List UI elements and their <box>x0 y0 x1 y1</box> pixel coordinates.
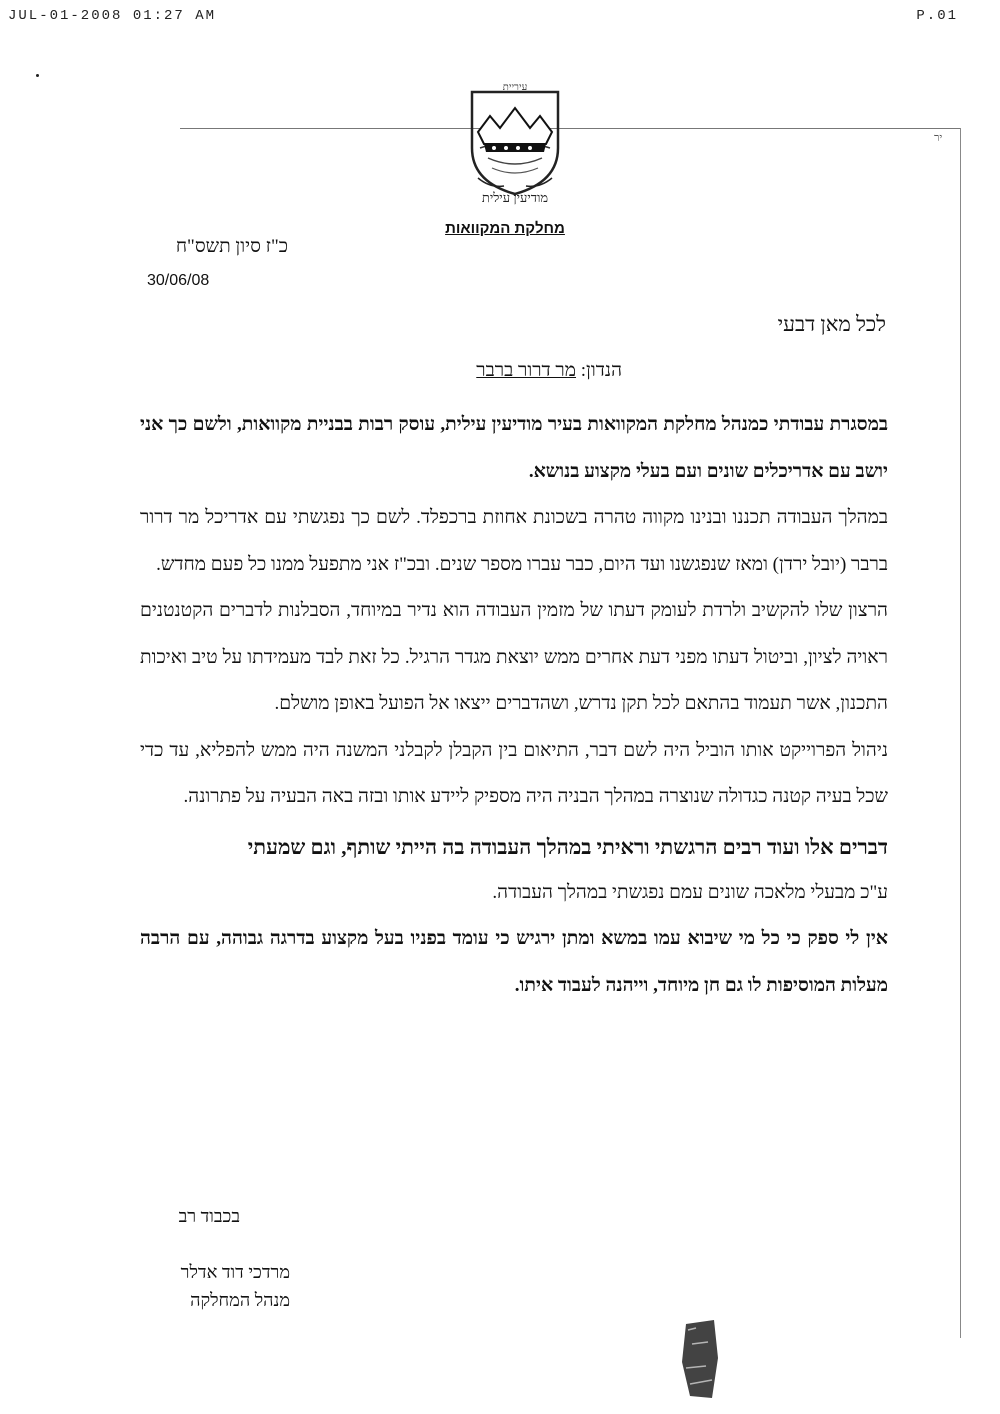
letter-body <box>140 402 888 1009</box>
page-border-right <box>960 128 961 1338</box>
body-paragraph-6: אין לי ספק כי כל מי שיבוא עמו במשא ומתן ירגיש כי עומד בפניו בעל מקצוע בדרגה גבוהה, עם הרבה מעלות המוסיפות לו גם חן מיוחד, וייהנה לעבוד איתו. <box>140 928 888 996</box>
page-border-top <box>180 128 960 129</box>
subject-line <box>476 360 622 382</box>
fax-timestamp: JUL-01-2008 01:27 AM <box>8 8 217 24</box>
gregorian-date: 30/06/08 <box>147 272 210 289</box>
body-paragraph-3: הרצון שלו להקשיב ולרדת לעומק דעתו של מזמין העבודה הוא נדיר במיוחד, הסבלנות לדברים הקטנטנים ראויה לציון, וביטול דעתו מפני דעת אחרים ממש יוצאת מגדר הרגיל. כל זאת לבד מעמידתו על טיב ואיכות התכנון, אשר תעמוד בהתאם לכל תקן נדרש, ושהדברים ייצאו אל הפועל באופן מושלם. <box>140 600 888 714</box>
fax-transmission-header <box>0 6 1000 30</box>
emblem-top-text: עיריית <box>502 82 528 93</box>
emblem-city-name: מודיעין עילית <box>481 190 549 205</box>
signatory-name: מרדכי דוד אדלר <box>180 1262 290 1282</box>
signatory-title: מנהל המחלקה <box>190 1290 290 1310</box>
scan-speck <box>36 74 39 77</box>
body-paragraph-5-continued: ע"כ מבעלי מלאכה שונים עמם נפגשתי במהלך העבודה. <box>492 881 888 903</box>
scan-smudge <box>678 1318 722 1400</box>
corner-mark: יר <box>934 132 943 144</box>
body-paragraph-4: ניהול הפרוייקט אותו הוביל היה לשם דבר, התיאום בין הקבלן לקבלני המשנה היה ממש להפליא, עד כדי שכל בעיה קטנה כגדולה שנוצרה במהלך הבניה היה מספיק ליידע אותו ובזה באה הבעיה על פתרונה. <box>140 739 888 807</box>
city-emblem-icon <box>460 78 570 198</box>
body-paragraph-1: במסגרת עבודתי כמנהל מחלקת המקוואות בעיר מודיעין עילית, עוסק רבות בבניית מקוואות, ולשם כך אני יושב עם אדריכלים שונים ועם בעלי מקצוע בנושא. <box>140 414 888 482</box>
subject-label: הנדון: <box>580 360 622 381</box>
subject-name: מר דרור ברבר <box>476 360 577 381</box>
closing-salutation: בכבוד רב <box>178 1206 240 1226</box>
department-name: מחלקת המקוואות <box>445 220 565 237</box>
body-paragraph-2: במהלך העבודה תכננו ובנינו מקווה טהרה בשכונת אחוזת ברכפלד. לשם כך נפגשתי עם אדריכל מר דרור ברבר (יובל ירדן) ומאז שנפגשנו ועד היום, כבר עברו מספר שנים. ובכ"ז אני מתפעל ממנו כל פעם מחדש. <box>140 507 888 575</box>
recipient-line: לכל מאן דבעי <box>777 312 886 336</box>
fax-page-number: P.01 <box>916 8 958 24</box>
hebrew-date: כ"ז סיון תשס"ח <box>175 236 288 257</box>
body-paragraph-5: דברים אלו ועוד רבים הרגשתי וראיתי במהלך העבודה בה הייתי שותף, וגם שמעתי <box>247 834 888 859</box>
